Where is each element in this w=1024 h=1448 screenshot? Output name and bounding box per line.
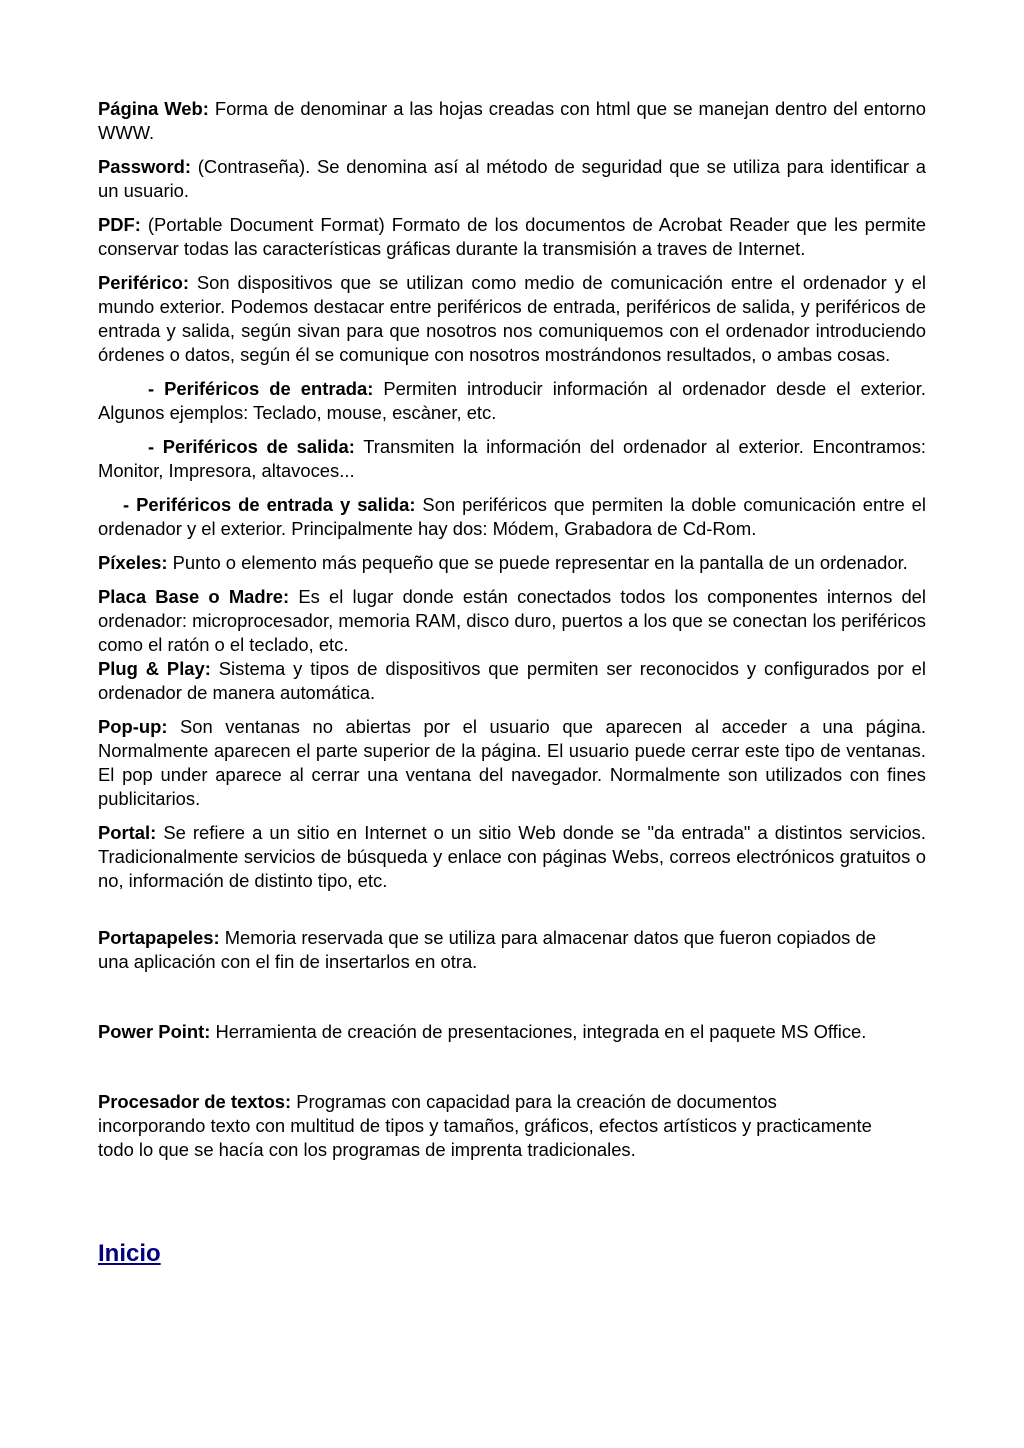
entry-term: Placa Base o Madre:: [98, 586, 290, 607]
entry-definition: Punto o elemento más pequeño que se puede representar en la pantalla de un ordenador.: [167, 552, 908, 573]
entry-term: PDF:: [98, 214, 141, 235]
entry-term: Pop-up:: [98, 716, 168, 737]
entry-definition: Programas con capacidad para la creación de documentos incorporando texto con multitud de tipos y tamaños, gráficos, efectos artísticos y practicamente todo lo que se hacía con los programas de imprenta tradicionales.: [98, 1091, 872, 1160]
entry-term: Página Web:: [98, 98, 209, 119]
glossary-entry-power-point: [98, 1020, 898, 1044]
entry-definition: Son dispositivos que se utilizan como medio de comunicación entre el ordenador y el mundo exterior. Podemos destacar entre periféricos de entrada, periféricos de salida, y periféricos de entrada y salida, según sivan para que nosotros nos comuniquemos con el ordenador introduciendo órdenes o datos, según él se comunique con nosotros mostrándonos resultados, o ambas cosas.: [98, 272, 926, 365]
glossary-subentry-perifericos-entrada-salida: [98, 493, 926, 541]
entry-term: Periférico:: [98, 272, 189, 293]
glossary-entry-pixeles: [98, 551, 926, 575]
glossary-entry-portapapeles: [98, 926, 898, 974]
entry-definition: Se refiere a un sitio en Internet o un sitio Web donde se "da entrada" a distintos servicios. Tradicionalmente servicios de búsqueda y enlace con páginas Webs, correos electrónicos gratuitos o no, información de distinto tipo, etc.: [98, 822, 926, 891]
entry-definition: Sistema y tipos de dispositivos que permiten ser reconocidos y configurados por el ordenador de manera automática.: [98, 658, 926, 703]
entry-term: - Periféricos de salida:: [148, 436, 355, 457]
entry-term: - Periféricos de entrada y salida:: [123, 494, 416, 515]
entry-term: Procesador de textos:: [98, 1091, 292, 1112]
glossary-entry-password: [98, 155, 926, 203]
entry-definition: (Portable Document Format) Formato de los documentos de Acrobat Reader que les permite conservar todas las características gráficas durante la transmisión a traves de Internet.: [98, 214, 926, 259]
entry-term: Píxeles:: [98, 552, 168, 573]
entry-definition: Permiten introducir información al ordenador desde el exterior. Algunos ejemplos: Teclado, mouse, escàner, etc.: [98, 378, 926, 423]
glossary-entry-portal: [98, 821, 926, 893]
entry-definition: Herramienta de creación de presentaciones, integrada en el paquete MS Office.: [210, 1021, 867, 1042]
glossary-subentry-perifericos-salida: [98, 435, 926, 483]
entry-term: Password:: [98, 156, 192, 177]
document-page: [98, 97, 926, 1267]
inicio-link[interactable]: Inicio: [98, 1240, 161, 1267]
glossary-entry-placa-base: [98, 585, 926, 657]
entry-definition: Es el lugar donde están conectados todos los componentes internos del ordenador: microprocesador, memoria RAM, disco duro, puertos a los que se conectan los periféricos como el ratón o el teclado, etc.: [98, 586, 926, 655]
entry-definition: Memoria reservada que se utiliza para almacenar datos que fueron copiados de una aplicación con el fin de insertarlos en otra.: [98, 927, 876, 972]
entry-term: Power Point:: [98, 1021, 211, 1042]
entry-term: Plug & Play:: [98, 658, 211, 679]
glossary-entry-plug-and-play: [98, 657, 926, 705]
entry-term: - Periféricos de entrada:: [148, 378, 374, 399]
entry-definition: Son ventanas no abiertas por el usuario que aparecen al acceder a una página. Normalmente aparecen el parte superior de la página. El usuario puede cerrar este tipo de ventanas. El pop under aparece al cerrar una ventana del navegador. Normalmente son utilizados con fines publicitarios.: [98, 716, 926, 809]
glossary-entry-pdf: [98, 213, 926, 261]
glossary-subentry-perifericos-entrada: [98, 377, 926, 425]
glossary-entry-periferico: [98, 271, 926, 367]
entry-term: Portal:: [98, 822, 157, 843]
glossary-entry-pagina-web: [98, 97, 926, 145]
entry-definition: Forma de denominar a las hojas creadas con html que se manejan dentro del entorno WWW.: [98, 98, 926, 143]
entry-definition: Transmiten la información del ordenador al exterior. Encontramos: Monitor, Impresora, altavoces...: [98, 436, 926, 481]
entry-definition: Son periféricos que permiten la doble comunicación entre el ordenador y el exterior. Principalmente hay dos: Módem, Grabadora de Cd-Rom.: [98, 494, 927, 539]
glossary-entry-pop-up: [98, 715, 926, 811]
entry-term: Portapapeles:: [98, 927, 220, 948]
glossary-entry-procesador-textos: [98, 1090, 878, 1162]
entry-definition: (Contraseña). Se denomina así al método de seguridad que se utiliza para identificar a un usuario.: [98, 156, 926, 201]
